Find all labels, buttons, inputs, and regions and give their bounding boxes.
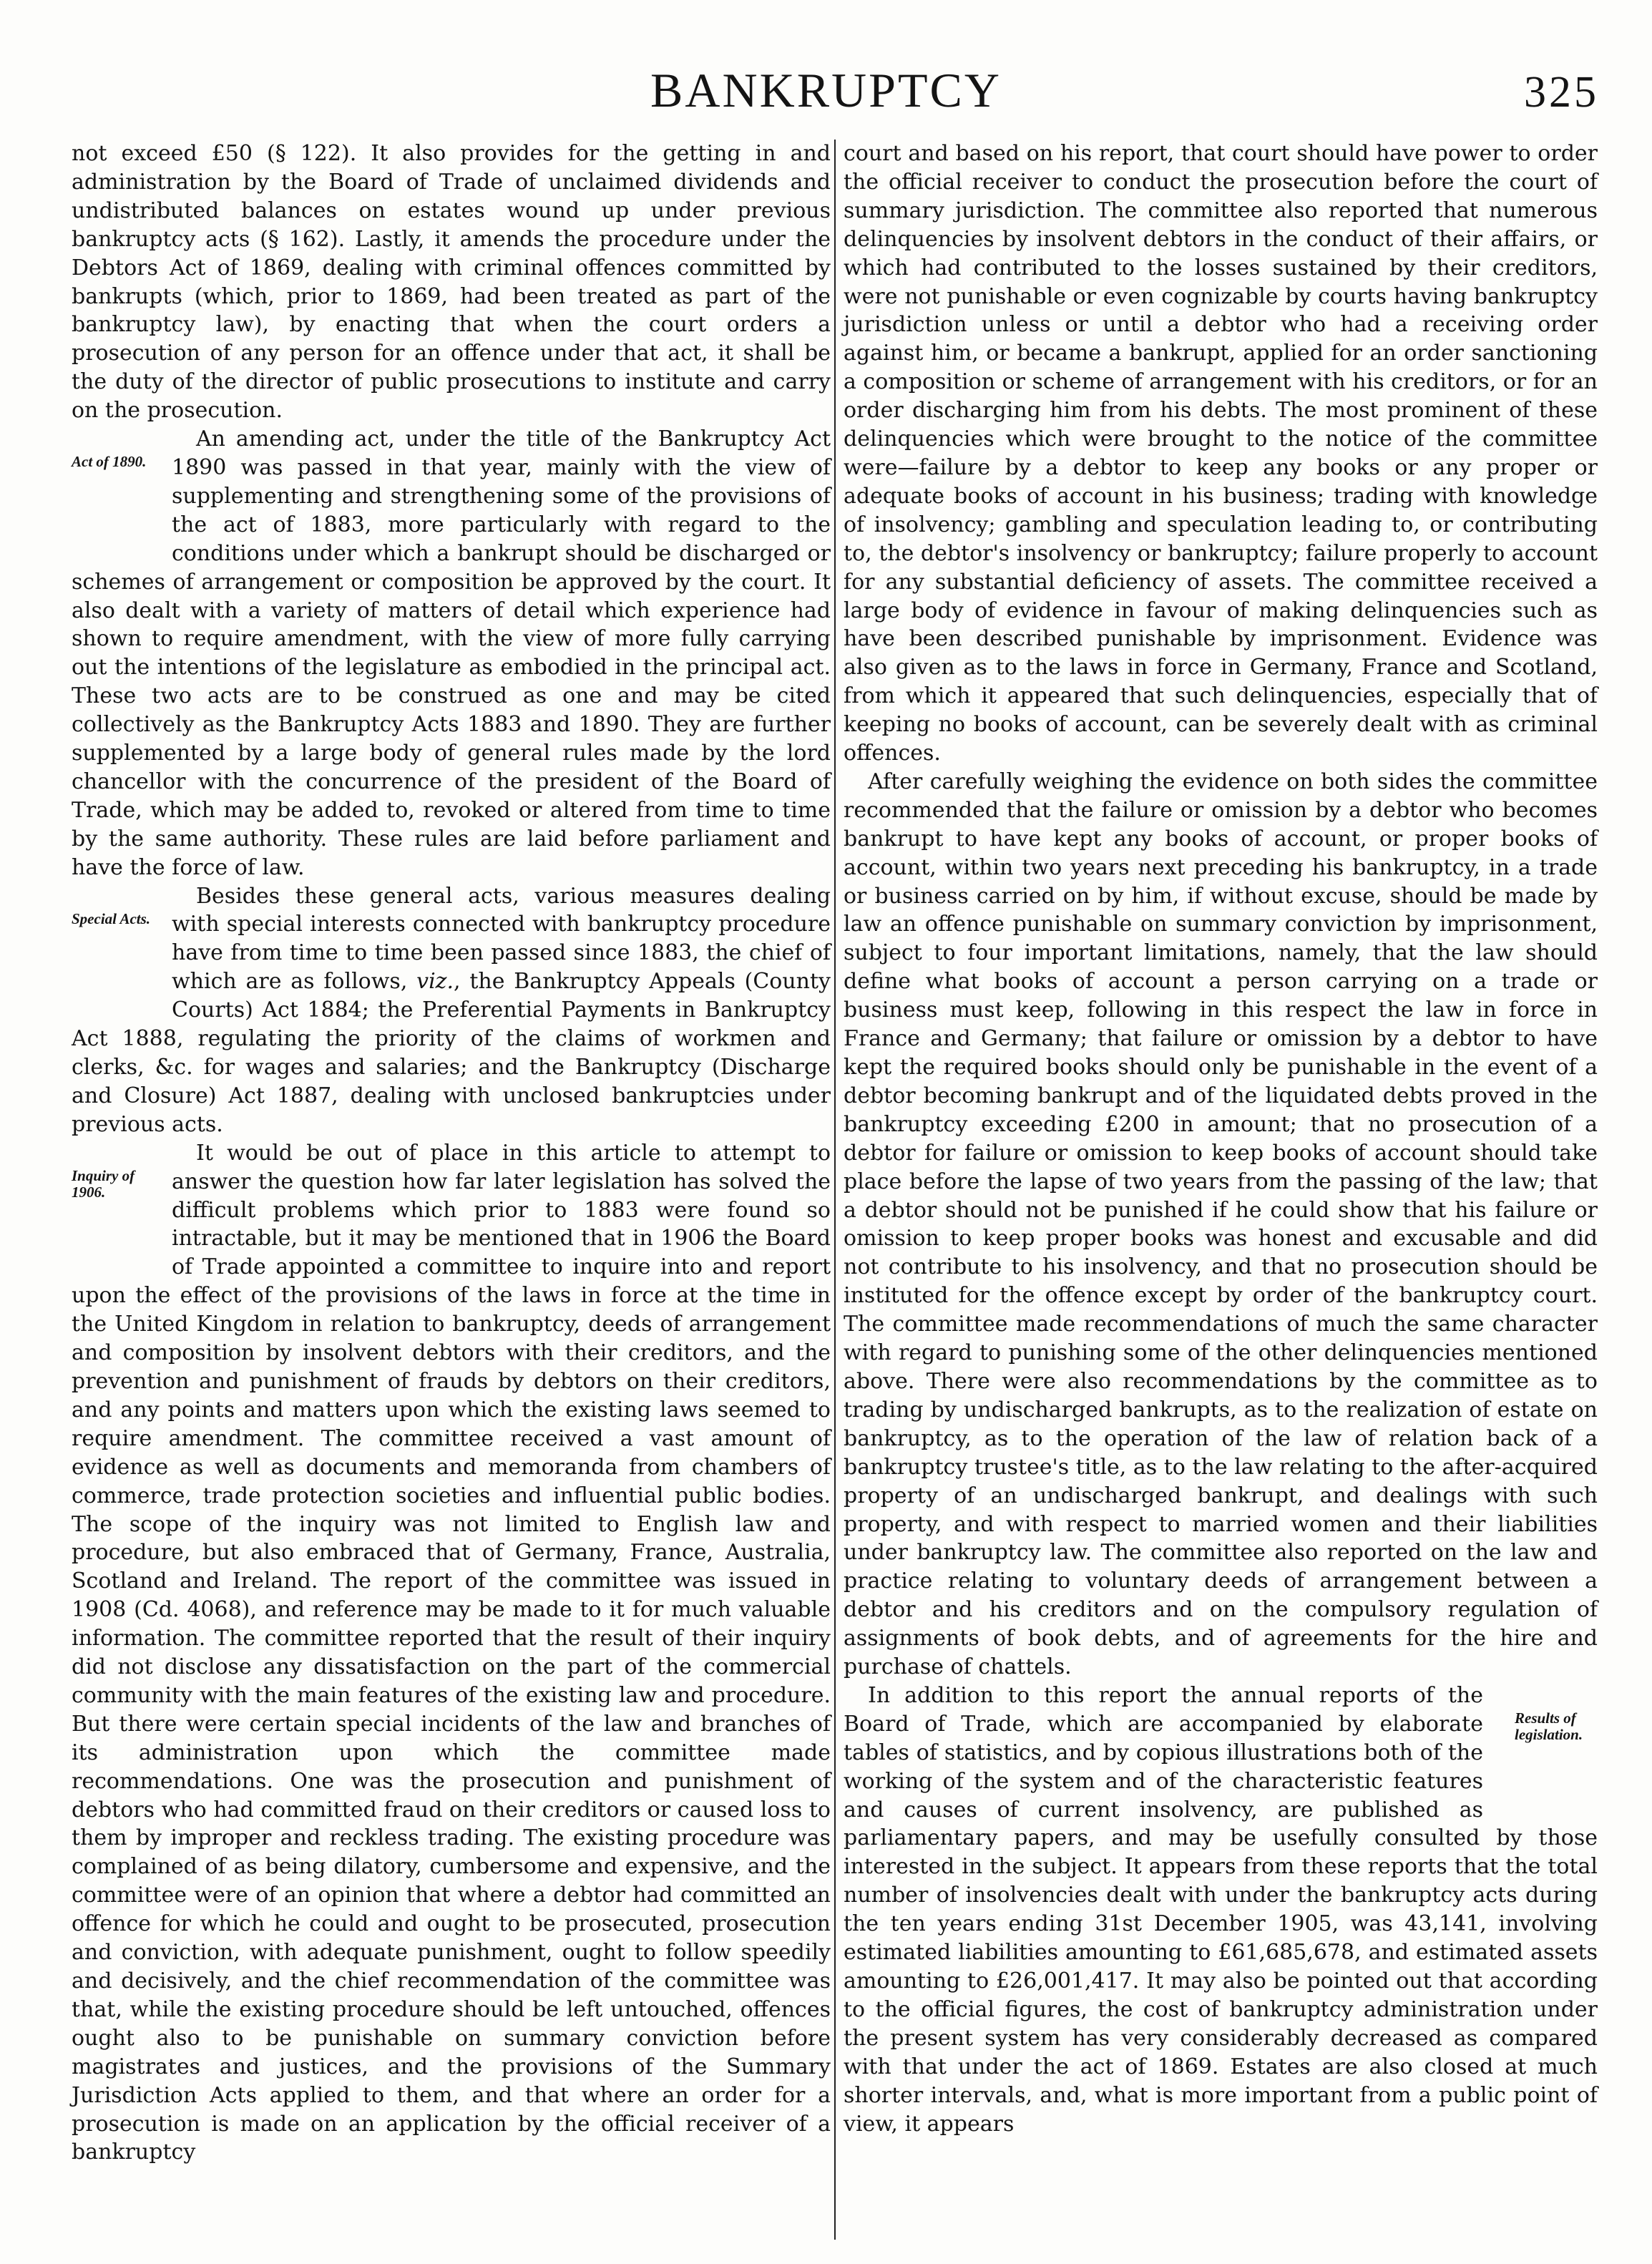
paragraph-committee-report: court and based on his report, that court should have power to order the official receiver to conduct the prosecution before the court of summary jurisdiction. The committee also reported that numerous delinquencies by insolvent debtors in the conduct of their affairs, or which had contributed to the losses sustained by their creditors, were not punishable or even cognizable by courts having bankruptcy jurisdiction unless or until a debtor who had a receiving order against him, or became a bankrupt, applied for an order sanctioning a composition or scheme of arrangement with his creditors, or for an order discharging him from his debts. The most prominent of these delinquencies which were brought to the notice of the committee were—failure by a debtor to keep any books or any proper or adequate books of account in his business; trading with knowledge of insolvency; gambling and speculation leading to, or contributing to, the debtor's insolvency or bankruptcy; failure properly to account for any substantial deficiency of assets. The committee received a large body of evidence in favour of making delinquencies such as have been described punishable by imprisonment. Evidence was also given as to the laws in force in Germany, France and Scotland, from which it appeared that such delinquencies, especially that of keeping no books of account, can be severely dealt with as criminal offences.	[844, 141, 1598, 766]
paragraph-results-of-legislation	[844, 1682, 1598, 2139]
paragraph-act-1883-provisions: not exceed £50 (§ 122). It also provides for the getting in and administration by the Board of Trade of unclaimed dividends and undistributed balances on estates wound up under previous bankruptcy acts (§ 162). Lastly, it amends the procedure under the Debtors Act of 1869, dealing with criminal offences committed by bankrupts (which, prior to 1869, had been treated as part of the bankruptcy law), by enacting that when the court orders a prosecution of any person for an offence under that act, it shall be the duty of the director of public prosecutions to institute and carry on the prosecution.	[72, 141, 831, 424]
paragraph-special-acts-text-a: Besides these general acts, various measures dealing with special interests connected with bankruptcy procedure have from time to time been passed since 1883, the chief of which are as follows,	[172, 883, 831, 995]
paragraph-act-of-1890	[72, 425, 831, 882]
page-number: 325	[1524, 68, 1599, 117]
right-column	[844, 140, 1598, 2138]
paragraph-act-of-1890-text: An amending act, under the title of the Bankruptcy Act 1890 was passed in that year, mainly with the view of supplementing and strengthening some of the provisions of the act of 1883, more particularly with regard to the conditions under which a bankrupt should be discharged or schemes of arrangement or composition be approved by the court. It also dealt with a variety of matters of detail which experience had shown to require amendment, with the view of more fully carrying out the intentions of the legislature as embodied in the principal act. These two acts are to be construed as one and may be cited collectively as the Bankruptcy Acts 1883 and 1890. They are further supplemented by a large body of general rules made by the lord chancellor with the concurrence of the president of the Board of Trade, which may be added to, revoked or altered from time to time by the same authority. These rules are laid before parliament and have the force of law.	[72, 426, 831, 880]
sidenote-special-acts: Special Acts.	[72, 909, 151, 927]
paragraph-inquiry-1906	[72, 1139, 831, 2167]
sidenote-act-of-1890: Act of 1890.	[72, 453, 147, 471]
paragraph-committee-recommendations: After carefully weighing the evidence on both sides the committee recommended that the failure or omission by a debtor who becomes bankrupt to have kept any books of account, or proper books of account, within two years next preceding his bankruptcy, in a trade or business carried on by him, if without excuse, should be made by law an offence punishable on summary conviction by imprisonment, subject to four important limitations, namely, that the law should define what books of account a person carrying on a trade or business must keep, following in this respect the law in force in France and Germany; that failure or omission by a debtor to have kept the required books should only be punishable in the event of a debtor becoming bankrupt and of the liquidated debts proved in the bankruptcy exceeding £200 in amount; that no prosecution of a debtor for failure or omission to keep books of account should take place before the lapse of two years from the passing of the law; that a debtor should not be punished if he could show that his failure or omission to keep proper books was honest and excusable and did not contribute to his insolvency, and that no prosecution should be instituted for the offence except by order of the bankruptcy court. The committee made recommendations of much the same character with regard to punishing some of the other delinquencies mentioned above. There were also recommendations by the committee as to trading by undischarged bankrupts, as to the realization of estate on bankruptcy, as to the operation of the law of relation back of a bankruptcy trustee's title, as to the law relating to the after-acquired property of an undischarged bankrupt, and dealings with such property, and with respect to married women and their liabilities under bankruptcy law. The committee also reported on the law and practice relating to voluntary deeds of arrangement between a debtor and his creditors and on the compulsory regulation of assignments of book debts, and of agreements for the hire and purchase of chattels.	[844, 769, 1598, 1680]
running-title: BANKRUPTCY	[650, 63, 1002, 117]
page-header	[0, 0, 1652, 122]
viz-italic: viz.	[416, 969, 454, 995]
sidenote-inquiry-1906: Inquiry of 1906.	[72, 1166, 135, 1201]
left-column	[72, 140, 831, 2167]
sidenote-results-of-legislation: Results of legislation.	[1515, 1709, 1583, 1743]
paragraph-results-text: In addition to this report the annual reports of the Board of Trade, which are accompanied by elaborate tables of statistics, and by copious illustrations both of the working of the system and of the characteristic features and causes of current insolvency, are published as parliamentary papers, and may be usefully consulted by those interested in the subject. It appears from these reports that the total number of insolvencies dealt with under the bankruptcy acts during the ten years ending 31st December 1905, was 43,141, involving estimated liabilities amounting to £61,685,678, and estimated assets amounting to £26,001,417. It may also be pointed out that according to the official figures, the cost of bankruptcy administration under the present system has very considerably decreased as compared with that under the act of 1869. Estates are also closed at much shorter intervals, and, what is more important from a public point of view, it appears	[844, 1682, 1598, 2137]
paragraph-inquiry-1906-text: It would be out of place in this article to attempt to answer the question how far later legislation has solved the difficult problems which prior to 1883 were found so intractable, but it may be mentioned that in 1906 the Board of Trade appointed a committee to inquire into and report upon the effect of the provisions of the laws in force at the time in the United Kingdom in relation to bankruptcy, deeds of arrangement and composition by insolvent debtors with their creditors, and the prevention and punishment of frauds by debtors on their creditors, and any points and matters upon which the existing laws seemed to require amendment. The committee received a vast amount of evidence as well as documents and memoranda from chambers of commerce, trade protection societies and influential public bodies. The scope of the inquiry was not limited to English law and procedure, but also embraced that of Germany, France, Australia, Scotland and Ireland. The report of the committee was issued in 1908 (Cd. 4068), and reference may be made to it for much valuable information. The committee reported that the result of their inquiry did not disclose any dissatisfaction on the part of the commercial community with the main features of the existing law and procedure. But there were certain special incidents of the law and branches of its administration upon which the committee made recommendations. One was the prosecution and punishment of debtors who had committed fraud on their creditors or caused loss to them by improper and reckless trading. The existing procedure was complained of as being dilatory, cumbersome and expensive, and the committee were of an opinion that where a debtor had committed an offence for which he could and ought to be prosecuted, prosecution and conviction, with adequate punishment, ought to follow speedily and decisively, and the chief recommendation of the committee was that, while the existing procedure should be left untouched, offences ought also to be punishable on summary conviction before magistrates and justices, and the provisions of the Summary Jurisdiction Acts applied to them, and that where an order for a prosecution is made on an application by the official receiver of a bankruptcy	[72, 1140, 831, 2165]
column-divider	[834, 140, 836, 2240]
paragraph-special-acts-text-b: , the Bankruptcy Appeals (County Courts) Act 1884; the Preferential Payments in Bankruptcy Act 1888, regulating the priority of the claims of workmen and clerks, &c. for wages and salaries; and the Bankruptcy (Discharge and Closure) Act 1887, dealing with unclosed bankruptcies under previous acts.	[72, 969, 831, 1137]
paragraph-special-acts	[72, 882, 831, 1139]
